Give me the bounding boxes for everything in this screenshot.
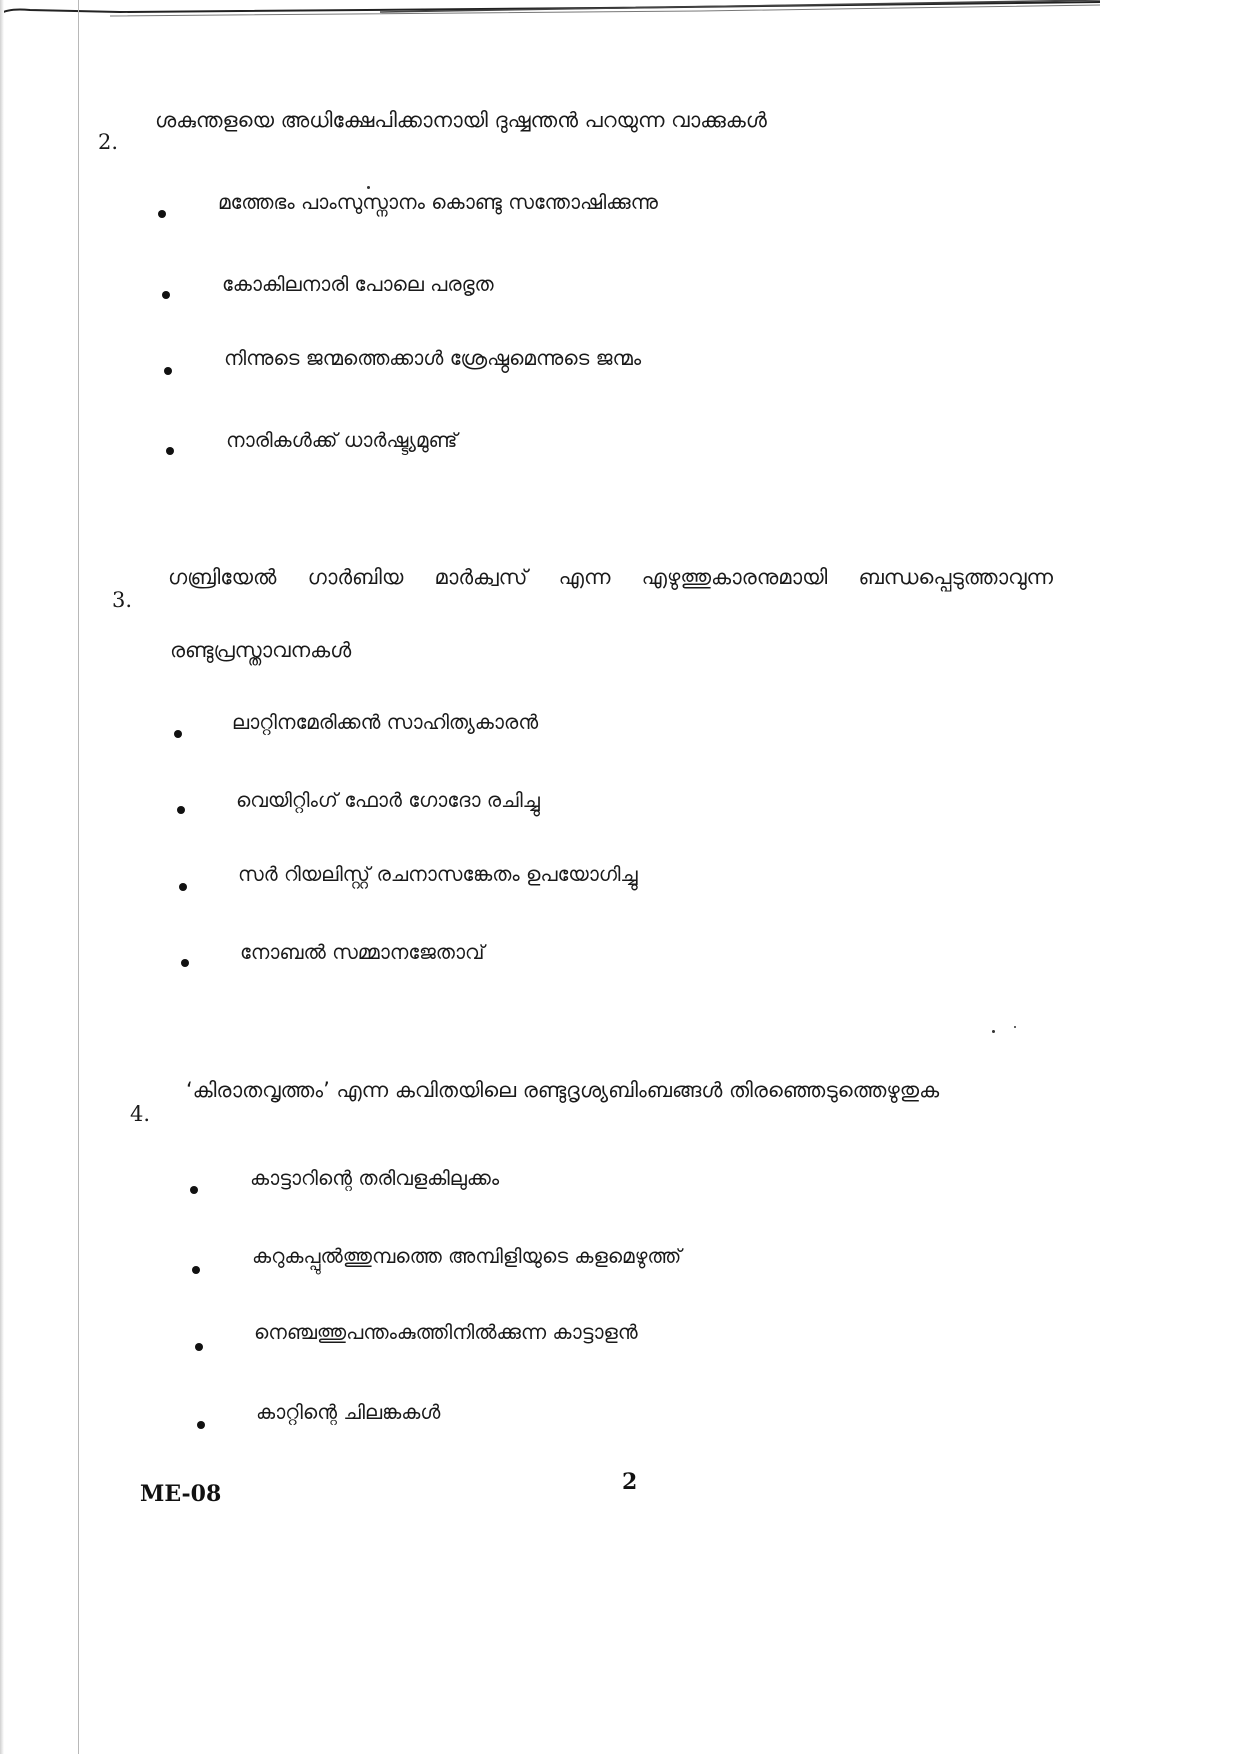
question-text: ശകുന്തളയെ അധിക്ഷേപിക്കാനായി ദുഷ്ഷന്തൻ പറയുന്ന വാക്കുകൾ [155, 108, 767, 132]
option-text: കാറ്റിന്റെ ചിലങ്കകൾ [256, 1400, 441, 1424]
option-text: കറുകപ്പുൽത്തുമ്പത്തെ അമ്പിളിയുടെ കളമെഴുത്ത് [252, 1244, 682, 1268]
bullet-icon [164, 367, 172, 375]
question-number: 4. [130, 1102, 151, 1126]
bullet-icon [195, 1343, 203, 1351]
bullet-icon [174, 730, 182, 738]
option-text: നോബൽ സമ്മാനജേതാവ് [240, 940, 485, 964]
page-number: 2 [622, 1469, 638, 1495]
option-text: വെയിറ്റിംഗ് ഫോർ ഗോദോ രചിച്ചു [236, 788, 540, 812]
scan-left-shadow [0, 0, 4, 1754]
bullet-icon [197, 1421, 205, 1429]
option-text: നിന്നുടെ ജന്മത്തെക്കാൾ ശ്രേഷ്ഠമെന്നുടെ ജന്മം [224, 346, 642, 370]
option-text: നെഞ്ചത്തുപന്തംകുത്തിനിൽക്കുന്ന കാട്ടാളൻ [254, 1320, 638, 1344]
question-text-continued: രണ്ടുപ്രസ്താവനകൾ [170, 638, 352, 662]
page-margin-line [78, 0, 79, 1754]
bullet-icon [166, 447, 174, 455]
scan-speck [367, 186, 370, 189]
scan-speck [992, 1030, 995, 1033]
bullet-icon [179, 883, 187, 891]
option-text: കാട്ടാറിന്റെ തരിവളകിലുക്കം [250, 1166, 500, 1190]
bullet-icon [190, 1186, 198, 1194]
option-text: ലാറ്റിനമേരിക്കൻ സാഹിത്യകാരൻ [232, 710, 539, 734]
question-text: ഗബ്രിയേൽ ഗാർബിയ മാർക്വസ് എന്ന എഴുത്തുകാരനുമായി ബന്ധപ്പെടുത്താവുന്ന [168, 565, 1053, 589]
bullet-icon [192, 1266, 200, 1274]
bullet-icon [162, 291, 170, 299]
option-text: മത്തേഭം പാംസുസ്നാനം കൊണ്ടു സന്തോഷിക്കുന്നു [218, 190, 658, 214]
question-number: 3. [112, 588, 133, 612]
paper-code: ME-08 [140, 1481, 222, 1507]
scan-speck [1014, 1026, 1016, 1028]
option-text: സർ റിയലിസ്റ്റ് രചനാസങ്കേതം ഉപയോഗിച്ചു [238, 862, 638, 886]
question-text: ‘കിരാതവൃത്തം’ എന്ന കവിതയിലെ രണ്ടുദൃശ്യബിംബങ്ങൾ തിരഞ്ഞെടുത്തെഴുതുക [186, 1078, 940, 1102]
bullet-icon [158, 210, 166, 218]
option-text: നാരികൾക്ക് ധാർഷ്ട്യമുണ്ട് [226, 428, 458, 452]
question-number: 2. [98, 130, 119, 154]
bullet-icon [181, 959, 189, 967]
scan-top-edge [0, 0, 1241, 22]
option-text: കോകിലനാരി പോലെ പരഭൃത [222, 272, 494, 296]
bullet-icon [177, 806, 185, 814]
